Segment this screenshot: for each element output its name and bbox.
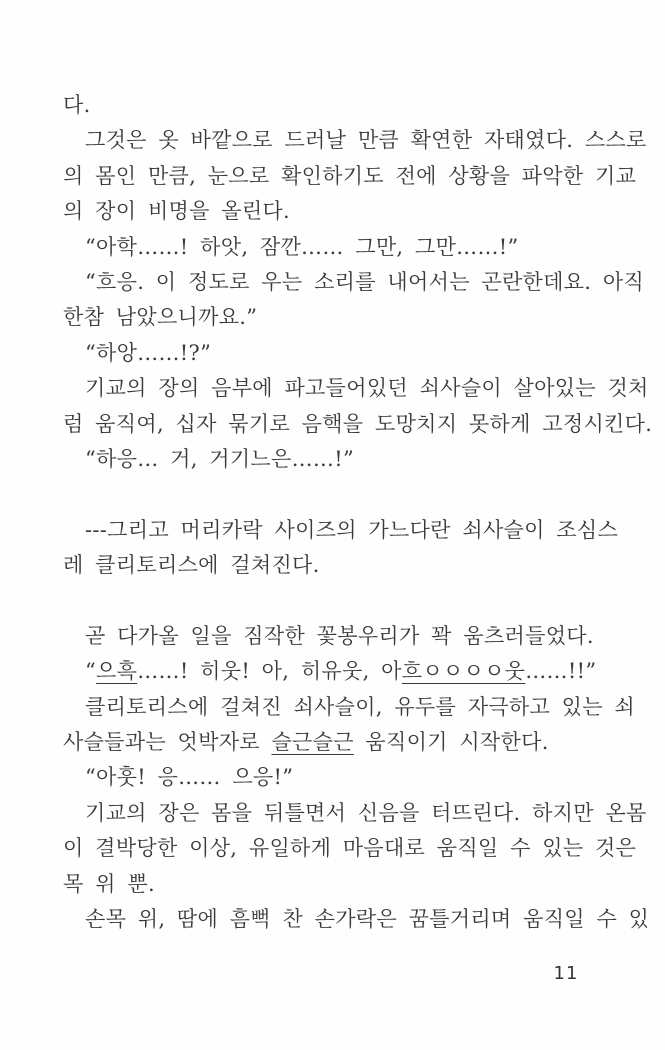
page-number: 11: [553, 963, 579, 984]
dialogue-line: “아학……! 하앗, 잠깐…… 그만, 그만……!”: [85, 234, 519, 259]
dialogue-line: “하앙……!?”: [85, 340, 212, 365]
dialogue-line: “아훗! 응…… 으응!”: [85, 765, 294, 790]
text-line: 다.: [63, 93, 91, 117]
dialogue-line: “흐응. 이 정도로 우는 소리를 내어서는 곤란한데요. 아직: [85, 269, 645, 294]
dialogue-line: “하응… 거, 거기느은……!”: [85, 446, 354, 471]
text-segment: 움직이기 시작한다.: [353, 730, 549, 755]
blank-line: [63, 477, 604, 512]
text-line: 의 장이 비명을 올린다.: [63, 199, 291, 224]
text-line: 이 결박당한 이상, 유일하게 마음대로 움직일 수 있는 것은: [63, 836, 637, 861]
underlined-segment: 으흑: [96, 659, 138, 684]
text-line: 럼 움직여, 십자 묶기로 음핵을 도망치지 못하게 고정시킨다.: [63, 411, 653, 436]
text-segment: 사슬들과는 엇박자로: [63, 730, 272, 755]
text-line: 레 클리토리스에 걸쳐진다.: [63, 553, 320, 578]
text-line: 의 몸인 만큼, 눈으로 확인하기도 전에 상황을 파악한 기교: [63, 163, 637, 188]
underlined-segment: 흐ㅇㅇㅇㅇ웃: [401, 659, 526, 684]
dialogue-line: 한참 남았으니까요.”: [63, 305, 258, 330]
blank-line: [63, 583, 604, 618]
text-line: 그것은 옷 바깥으로 드러날 만큼 확연한 자태였다. 스스로: [85, 128, 647, 153]
text-line: 목 위 뿐.: [63, 871, 155, 896]
text-line: 기교의 장은 몸을 뒤틀면서 신음을 터뜨린다. 하지만 온몸: [85, 800, 647, 825]
dialogue-line: [63, 654, 604, 689]
text-line: 곧 다가올 일을 짐작한 꽃봉우리가 꽉 움츠러들었다.: [85, 623, 594, 648]
dialogue-segment: “: [85, 659, 97, 684]
dialogue-segment: ……!!”: [525, 659, 597, 684]
text-line: 기교의 장의 음부에 파고들어있던 쇠사슬이 살아있는 것처: [85, 376, 649, 401]
text-block: [63, 88, 653, 937]
text-line: 손목 위, 땀에 흠뻑 찬 손가락은 꿈틀거리며 움직일 수 있: [85, 906, 650, 931]
text-line: ---그리고 머리카락 사이즈의 가느다란 쇠사슬이 조심스: [85, 517, 619, 542]
underlined-segment: 슬근슬근: [271, 730, 354, 755]
dialogue-segment: ……! 히웃! 아, 히유웃, 아: [137, 659, 402, 684]
text-line: 클리토리스에 걸쳐진 쇠사슬이, 유두를 자극하고 있는 쇠: [85, 694, 636, 719]
text-line: [63, 725, 604, 760]
